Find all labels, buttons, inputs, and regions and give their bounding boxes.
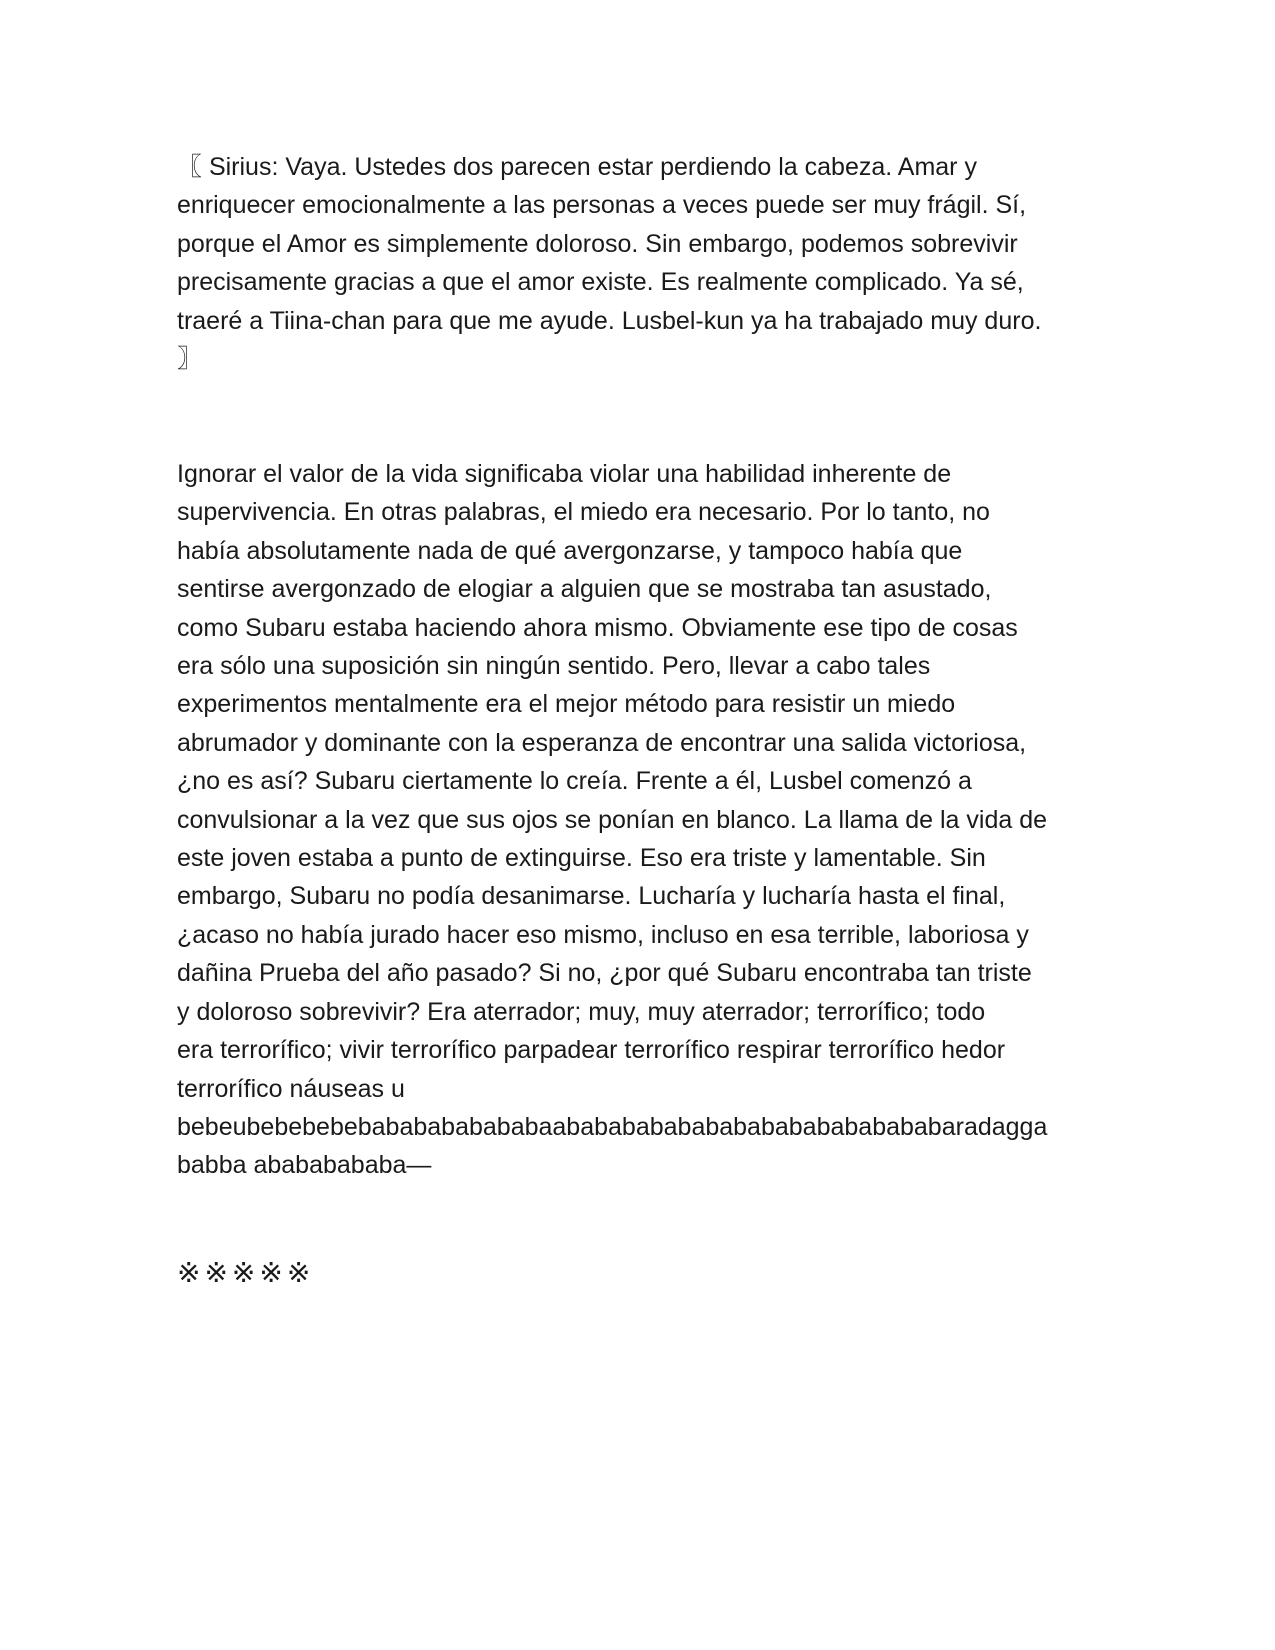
text-line: enriquecer emocionalmente a las personas a veces puede ser muy frágil. Sí, — [177, 191, 1027, 220]
text-line: 〖 Sirius: Vaya. Ustedes dos parecen estar perdiendo la cabeza. Amar y — [177, 153, 977, 181]
text-line: era terrorífico; vivir terrorífico parpadear terrorífico respirar terrorífico hedor — [177, 1036, 1006, 1065]
text-line: este joven estaba a punto de extinguirse. Eso era triste y lamentable. Sin — [177, 844, 986, 873]
scene-break-separator: ※※※※※ — [177, 1256, 315, 1289]
text-line: embargo, Subaru no podía desanimarse. Lucharía y lucharía hasta el final, — [177, 882, 1006, 911]
text-line: Ignorar el valor de la vida significaba violar una habilidad inherente de — [177, 460, 952, 488]
text-line: dañina Prueba del año pasado? Si no, ¿por qué Subaru encontraba tan triste — [177, 959, 1032, 988]
text-line: sentirse avergonzado de elogiar a alguien que se mostraba tan asustado, — [177, 575, 992, 604]
text-line: ¿no es así? Subaru ciertamente lo creía. Frente a él, Lusbel comenzó a — [177, 767, 972, 796]
text-line: terrorífico náuseas u — [177, 1074, 405, 1103]
sirius-quote-paragraph — [177, 148, 1112, 378]
text-line: precisamente gracias a que el amor existe. Es realmente complicado. Ya sé, — [177, 268, 1024, 297]
text-line: había absolutamente nada de qué avergonzarse, y tampoco había que — [177, 536, 963, 565]
text-line: convulsionar a la vez que sus ojos se ponían en blanco. La llama de la vida de — [177, 805, 1048, 834]
text-line: supervivencia. En otras palabras, el miedo era necesario. Por lo tanto, no — [177, 498, 990, 527]
text-line: 〗 — [177, 345, 203, 374]
text-line: porque el Amor es simplemente doloroso. Sin embargo, podemos sobrevivir — [177, 229, 1018, 258]
text-line: bebeubebebebebababababababaababababababababababababababaradagga — [177, 1112, 1048, 1141]
narrative-paragraph — [177, 455, 1112, 1185]
text-line: era sólo una suposición sin ningún sentido. Pero, llevar a cabo tales — [177, 652, 931, 681]
text-line: babba abababababa— — [177, 1151, 432, 1180]
text-line: abrumador y dominante con la esperanza de encontrar una salida victoriosa, — [177, 728, 1027, 757]
text-line: como Subaru estaba haciendo ahora mismo. Obviamente ese tipo de cosas — [177, 613, 1018, 642]
text-line: ¿acaso no había jurado hacer eso mismo, incluso en esa terrible, laboriosa y — [177, 920, 1029, 949]
text-line: traeré a Tiina-chan para que me ayude. Lusbel-kun ya ha trabajado muy duro. — [177, 306, 1042, 335]
text-line: y doloroso sobrevivir? Era aterrador; muy, muy aterrador; terrorífico; todo — [177, 997, 986, 1026]
text-line: experimentos mentalmente era el mejor método para resistir un miedo — [177, 690, 956, 719]
